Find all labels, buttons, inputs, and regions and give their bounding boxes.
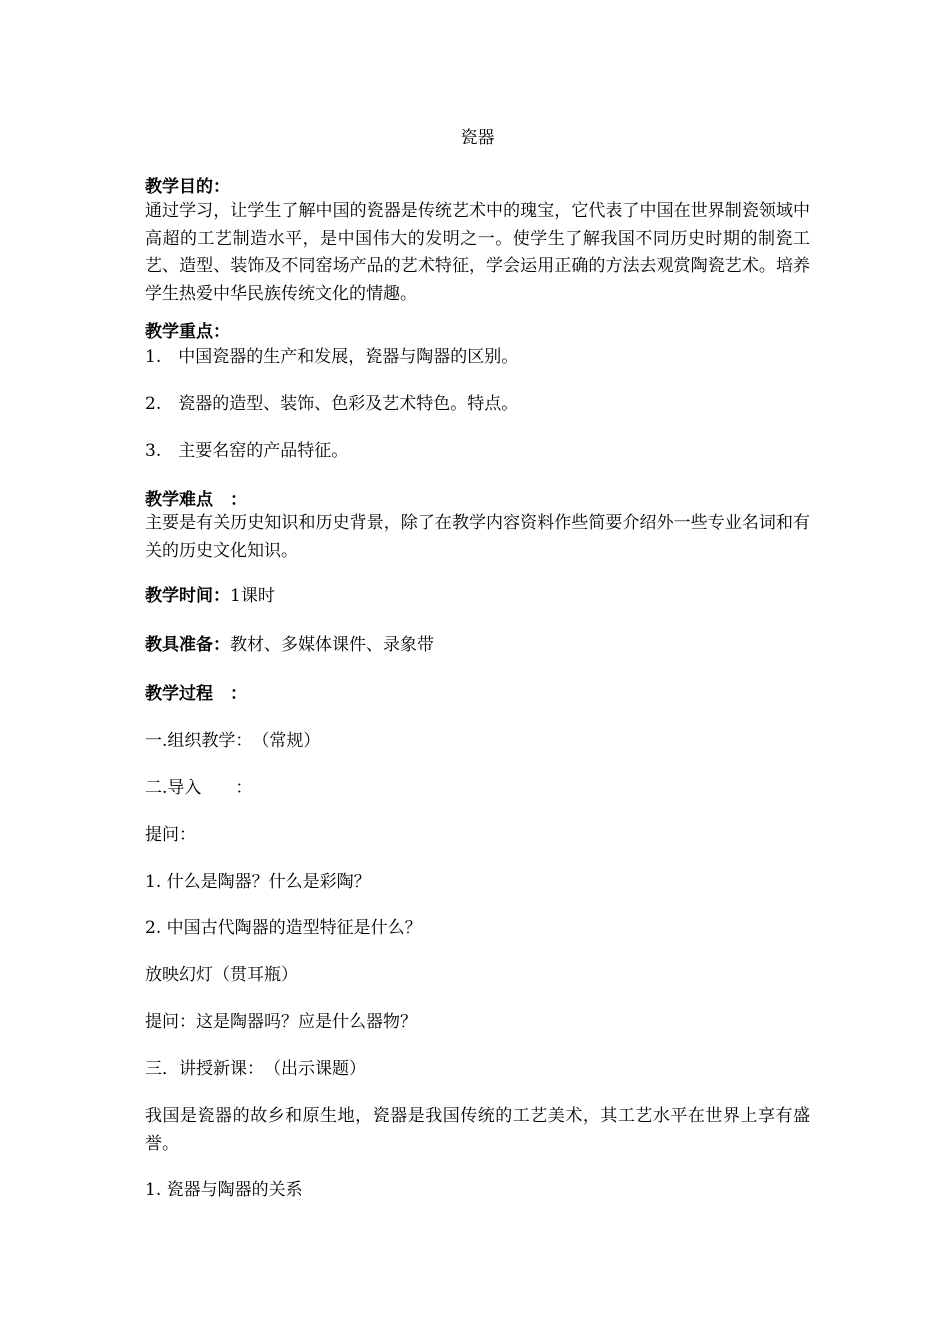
process-line-3: 提问： [145, 825, 196, 845]
key-point-2: 2. 瓷器的造型、装饰、色彩及艺术特色。特点。 [145, 394, 519, 414]
teaching-time-value: 1课时 [230, 586, 275, 606]
key-point-3: 3. 主要名窑的产品特征。 [145, 441, 349, 461]
process-heading: 教学过程 ： [145, 684, 247, 704]
goal-heading: 教学目的： [145, 177, 230, 197]
teaching-tools-label: 教具准备： [145, 635, 230, 655]
intro-paragraph: 我国是瓷器的故乡和原生地，瓷器是我国传统的工艺美术，其工艺水平在世界上享有盛誉。 [145, 1106, 810, 1154]
process-line-5: 2. 中国古代陶器的造型特征是什么？ [145, 918, 422, 938]
section-1-heading: 1. 瓷器与陶器的关系 [145, 1180, 303, 1200]
document-title: 瓷器 [460, 128, 495, 148]
teaching-tools-value: 教材、多媒体课件、录象带 [230, 635, 434, 655]
teaching-time [145, 584, 275, 608]
process-line-8: 三．讲授新课： （出示课题） [145, 1059, 366, 1079]
key-point-1: 1. 中国瓷器的生产和发展，瓷器与陶器的区别。 [145, 347, 519, 367]
process-line-7: 提问：这是陶器吗？应是什么器物？ [145, 1012, 417, 1032]
difficulty-paragraph: 主要是有关历史知识和历史背景，除了在教学内容资料作些简要介绍外一些专业名词和有关的历史文化知识。 [145, 513, 810, 561]
process-line-6: 放映幻灯（贯耳瓶） [145, 965, 298, 985]
process-line-2: 二.导入 ： [145, 778, 253, 798]
teaching-time-label: 教学时间： [145, 586, 230, 606]
difficulty-heading: 教学难点 ： [145, 490, 247, 510]
process-line-1: 一.组织教学： （常规） [145, 731, 321, 751]
key-points-heading: 教学重点： [145, 322, 230, 342]
goal-paragraph: 通过学习，让学生了解中国的瓷器是传统艺术中的瑰宝，它代表了中国在世界制瓷领域中高超的工艺制造水平，是中国伟大的发明之一。使学生了解我国不同历史时期的制瓷工艺、造型、装饰及不同窑场产品的艺术特征，学会运用正确的方法去观赏陶瓷艺术。培养学生热爱中华民族传统文化的情趣。 [145, 201, 810, 304]
process-line-4: 1. 什么是陶器？什么是彩陶？ [145, 872, 371, 892]
teaching-tools [145, 633, 434, 657]
